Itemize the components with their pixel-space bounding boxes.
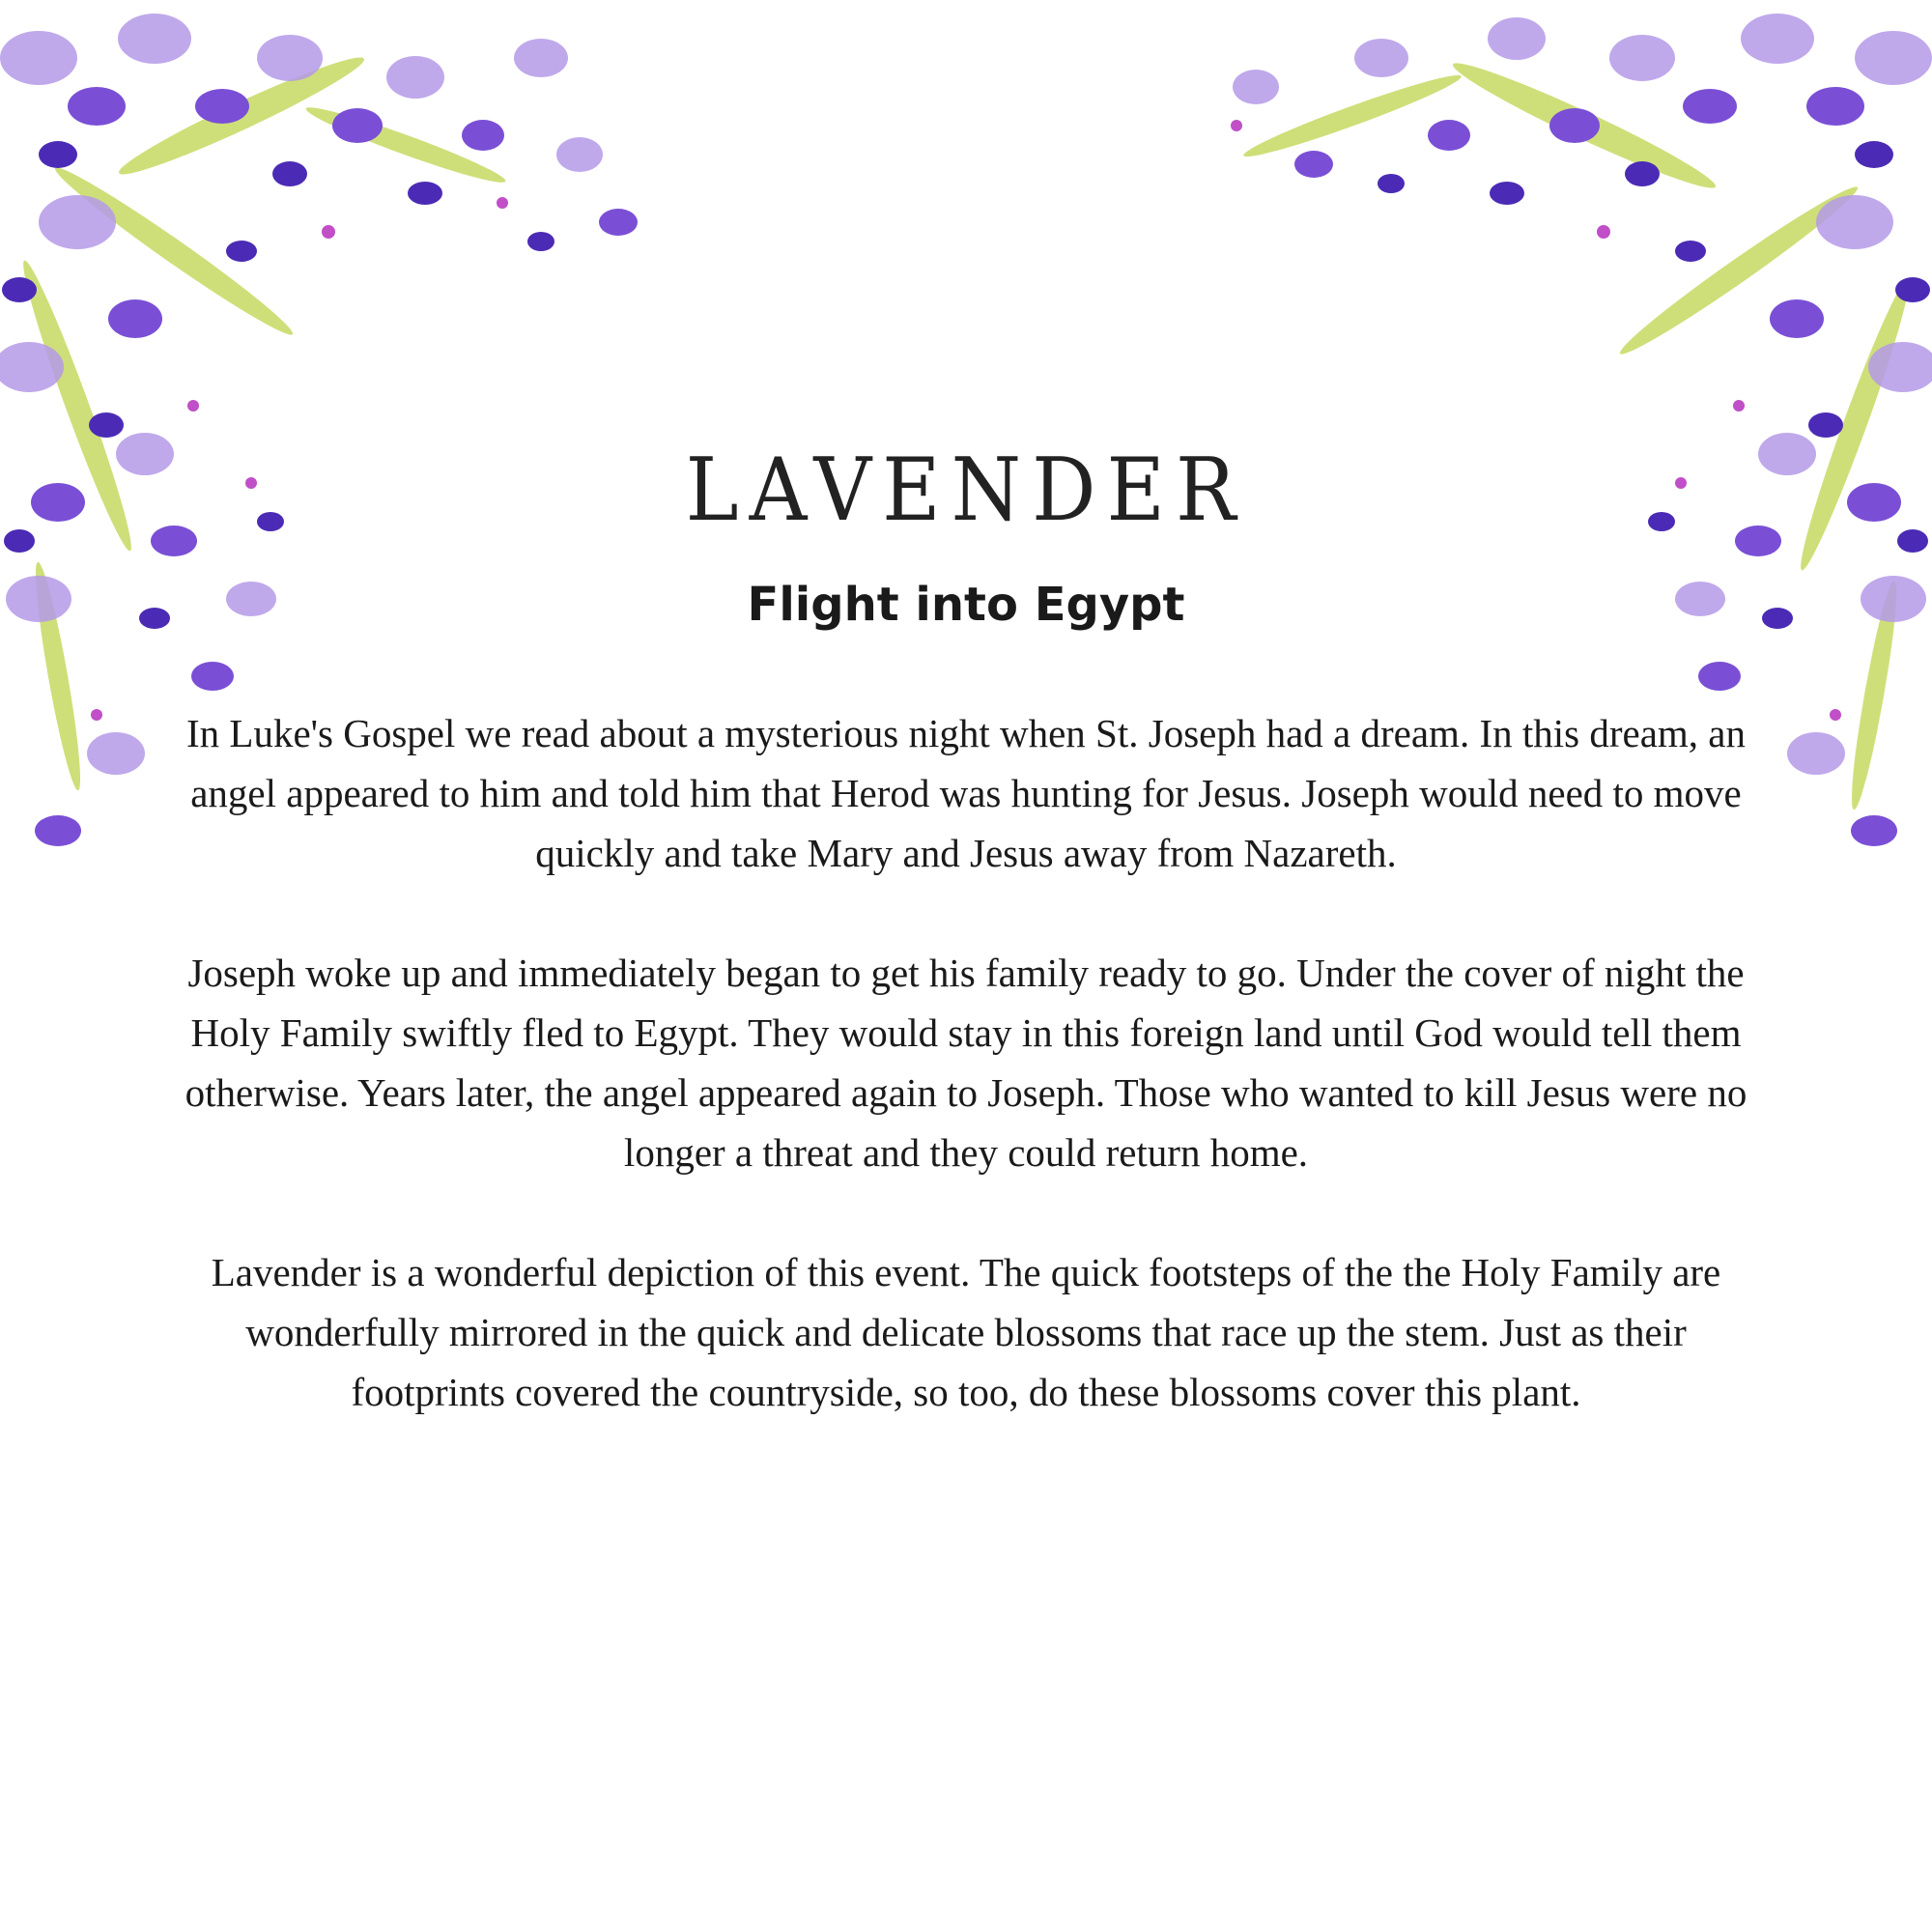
page-subtitle: Flight into Egypt <box>747 578 1185 632</box>
body-text <box>184 703 1748 1482</box>
paragraph-2: Joseph woke up and immediately began to get his family ready to go. Under the cover of night the Holy Family swiftly fled to Egypt. They would stay in this foreign land until God would tell them otherwise. Years later, the angel appeared again to Joseph. Those who wanted to kill Jesus were no longer a threat and they could return home. <box>185 951 1747 1175</box>
page-title: LAVENDER <box>685 440 1247 541</box>
leaf-group-left <box>14 46 509 792</box>
paragraph-1: In Luke's Gospel we read about a mysterious night when St. Joseph had a dream. In this dream, an angel appeared to him and told him that Herod was hunting for Jesus. Joseph would need to move quickly and take Mary and Jesus away from Nazareth. <box>186 711 1746 875</box>
paragraph-3: Lavender is a wonderful depiction of this event. The quick footsteps of the the Holy Family are wonderfully mirrored in the quick and delicate blossoms that race up the stem. Just as their footprints covered the countryside, so too, do these blossoms cover this plant. <box>211 1250 1721 1414</box>
